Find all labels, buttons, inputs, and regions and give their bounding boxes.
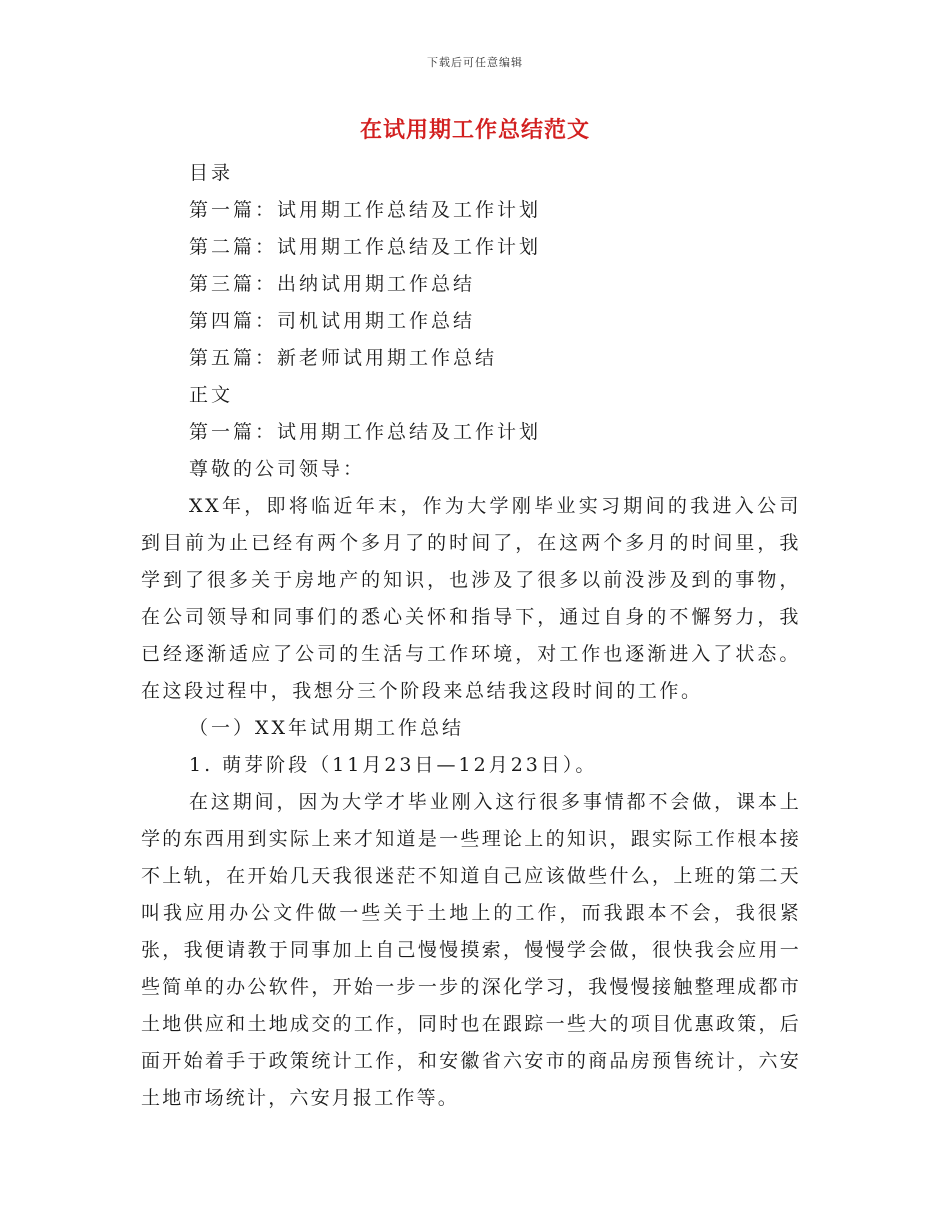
toc-heading: 目录 <box>189 162 234 184</box>
toc-item-3: 第三篇：出纳试用期工作总结 <box>189 273 476 295</box>
body-heading: 正文 <box>189 384 234 406</box>
salutation: 尊敬的公司领导： <box>189 458 366 480</box>
toc-item-2: 第二篇：试用期工作总结及工作计划 <box>189 236 542 258</box>
section-title: 第一篇：试用期工作总结及工作计划 <box>189 421 542 443</box>
toc-item-5: 第五篇：新老师试用期工作总结 <box>189 347 498 369</box>
document-body <box>141 155 801 1117</box>
toc-item-4: 第四篇：司机试用期工作总结 <box>189 310 476 332</box>
header-note: 下载后可任意编辑 <box>427 56 523 69</box>
document-title: 在试用期工作总结范文 <box>359 117 590 143</box>
stage-heading: 1. 萌芽阶段（11月23日—12月23日）。 <box>189 754 598 776</box>
subheading: （一）XX年试用期工作总结 <box>189 717 465 739</box>
paragraph-stage-one: 在这期间，因为大学才毕业刚入这行很多事情都不会做，课本上学的东西用到实际上来才知道是一些理论上的知识，跟实际工作根本接不上轨，在开始几天我很迷茫不知道自己应该做些什么，上班的第二天叫我应用办公文件做一些关于土地上的工作，而我跟本不会，我很紧张，我便请教于同事加上自己慢慢摸索，慢慢学会做，很快我会应用一些简单的办公软件，开始一步一步的深化学习，我慢慢接触整理成都市土地供应和土地成交的工作，同时也在跟踪一些大的项目优惠政策，后面开始着手于政策统计工作，和安徽省六安市的商品房预售统计，六安土地市场统计，六安月报工作等。 <box>141 791 801 1109</box>
paragraph-intro: XX年，即将临近年末，作为大学刚毕业实习期间的我进入公司到目前为止已经有两个多月了的时间了，在这两个多月的时间里，我学到了很多关于房地产的知识，也涉及了很多以前没涉及到的事物，在公司领导和同事们的悉心关怀和指导下，通过自身的不懈努力，我已经逐渐适应了公司的生活与工作环境，对工作也逐渐进入了状态。在这段过程中，我想分三个阶段来总结我这段时间的工作。 <box>141 495 801 702</box>
toc-item-1: 第一篇：试用期工作总结及工作计划 <box>189 199 542 221</box>
